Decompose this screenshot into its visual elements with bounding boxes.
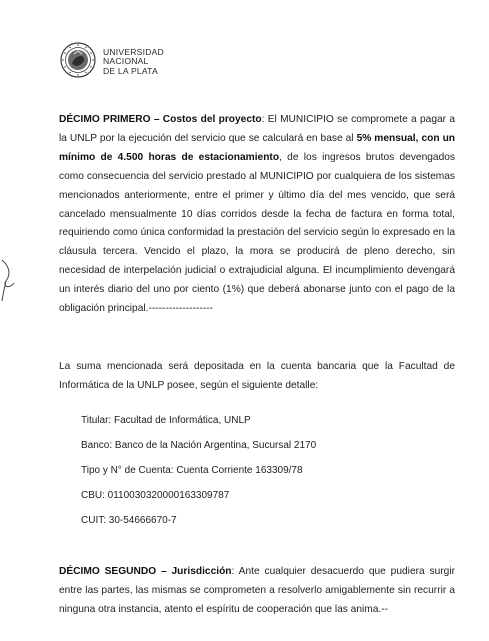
bank-detail-cuit: CUIT: 30-54666670-7 bbox=[81, 515, 177, 526]
bank-detail-bank: Banco: Banco de la Nación Argentina, Sucursal 2170 bbox=[81, 440, 317, 451]
university-name-line-2: NACIONAL bbox=[103, 56, 149, 67]
signature-mark bbox=[0, 255, 20, 303]
clause-11-text-1: : El MUNICIPIO se compromete a pagar a la UNLP por la ejecución del servicio que se calculará en base al bbox=[59, 114, 455, 144]
clause-11-text-2: , de los ingresos brutos devengados como consecuencia del servicio prestado al MUNICIPIO por cualquiera de los sistemas mencionados anteriormente, entre el primer y último día del mes vencido, que será cancelado mensualmente 10 días corridos desde la fecha de factura en forma total, requiriendo como única conformidad la prestación del servicio según lo expresado en la cláusula tercera. Vencido el plazo, la mora se producirá de pleno derecho, sin necesidad de interpelación judicial o extrajudicial alguna. El incumplimiento devengará un interés diario del uno por ciento (1%) que deberá abonarse junto con el pago de la obligación principal.------------------- bbox=[59, 151, 456, 315]
university-seal-icon bbox=[60, 42, 96, 78]
bank-detail-cbu: CBU: 0110030320000163309787 bbox=[81, 490, 230, 501]
university-name-line-3: DE LA PLATA bbox=[103, 65, 158, 76]
university-name bbox=[103, 48, 164, 76]
clause-11-paragraph bbox=[59, 111, 455, 319]
clause-12-heading: DÉCIMO SEGUNDO – Jurisdicción bbox=[59, 566, 232, 577]
deposit-paragraph: La suma mencionada será depositada en la cuenta bancaria que la Facultad de Informática de la UNLP posee, según el siguiente detalle: bbox=[59, 361, 455, 391]
clause-12-paragraph bbox=[59, 563, 455, 620]
clause-12-text: : Ante cualquier desacuerdo que pudiera surgir entre las partes, las mismas se comprometen a resolverlo amigablemente sin recurrir a ninguna otra instancia, atento el espíritu de cooperación que las anima.-- bbox=[59, 566, 456, 615]
clause-11-heading: DÉCIMO PRIMERO – Costos del proyecto bbox=[59, 114, 262, 125]
university-name-line-1: UNIVERSIDAD bbox=[103, 47, 164, 57]
clause-11-bold-term: 5% mensual, con un mínimo de 4.500 horas de estacionamiento bbox=[59, 132, 456, 163]
bank-detail-account: Tipo y N° de Cuenta: Cuenta Corriente 163309/78 bbox=[81, 465, 303, 476]
bank-detail-holder: Titular: Facultad de Informática, UNLP bbox=[81, 415, 251, 426]
